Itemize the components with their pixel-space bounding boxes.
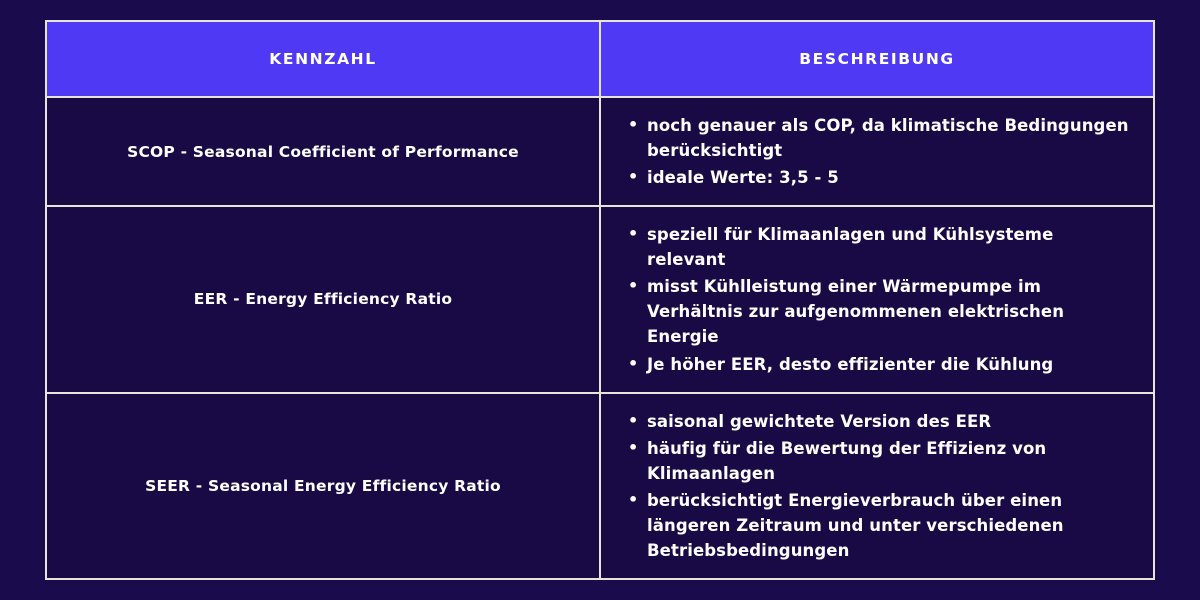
table-header-row (46, 21, 1154, 97)
list-item: • saisonal gewichtete Version des EER (647, 408, 1133, 435)
table-header (46, 21, 1154, 97)
table-row (46, 206, 1154, 392)
list-item: • berücksichtigt Energieverbrauch über einen längeren Zeitraum und unter verschiedenen Betriebsbedingungen (647, 487, 1133, 564)
list-item: • speziell für Klimaanlagen und Kühlsysteme relevant (647, 221, 1133, 273)
metric-description-seer (600, 393, 1154, 579)
metric-description-eer (600, 206, 1154, 392)
list-item: • noch genauer als COP, da klimatische Bedingungen berücksichtigt (647, 112, 1133, 164)
list-item: • Je höher EER, desto effizienter die Kühlung (647, 351, 1133, 378)
description-list (625, 112, 1133, 191)
table-body (46, 97, 1154, 579)
metrics-table (45, 20, 1155, 580)
list-item: • häufig für die Bewertung der Effizienz von Klimaanlagen (647, 435, 1133, 487)
table-row (46, 393, 1154, 579)
list-item: • ideale Werte: 3,5 - 5 (647, 164, 1133, 191)
metric-description-scop (600, 97, 1154, 206)
description-list (625, 408, 1133, 564)
metric-name-eer: EER - Energy Efficiency Ratio (46, 206, 600, 392)
table-row (46, 97, 1154, 206)
description-list (625, 221, 1133, 377)
table-wrapper (45, 20, 1155, 580)
metric-name-scop: SCOP - Seasonal Coefficient of Performance (46, 97, 600, 206)
metric-name-seer: SEER - Seasonal Energy Efficiency Ratio (46, 393, 600, 579)
column-header-beschreibung: BESCHREIBUNG (600, 21, 1154, 97)
column-header-kennzahl: KENNZAHL (46, 21, 600, 97)
list-item: • misst Kühlleistung einer Wärmepumpe im Verhältnis zur aufgenommenen elektrischen Energie (647, 273, 1133, 350)
